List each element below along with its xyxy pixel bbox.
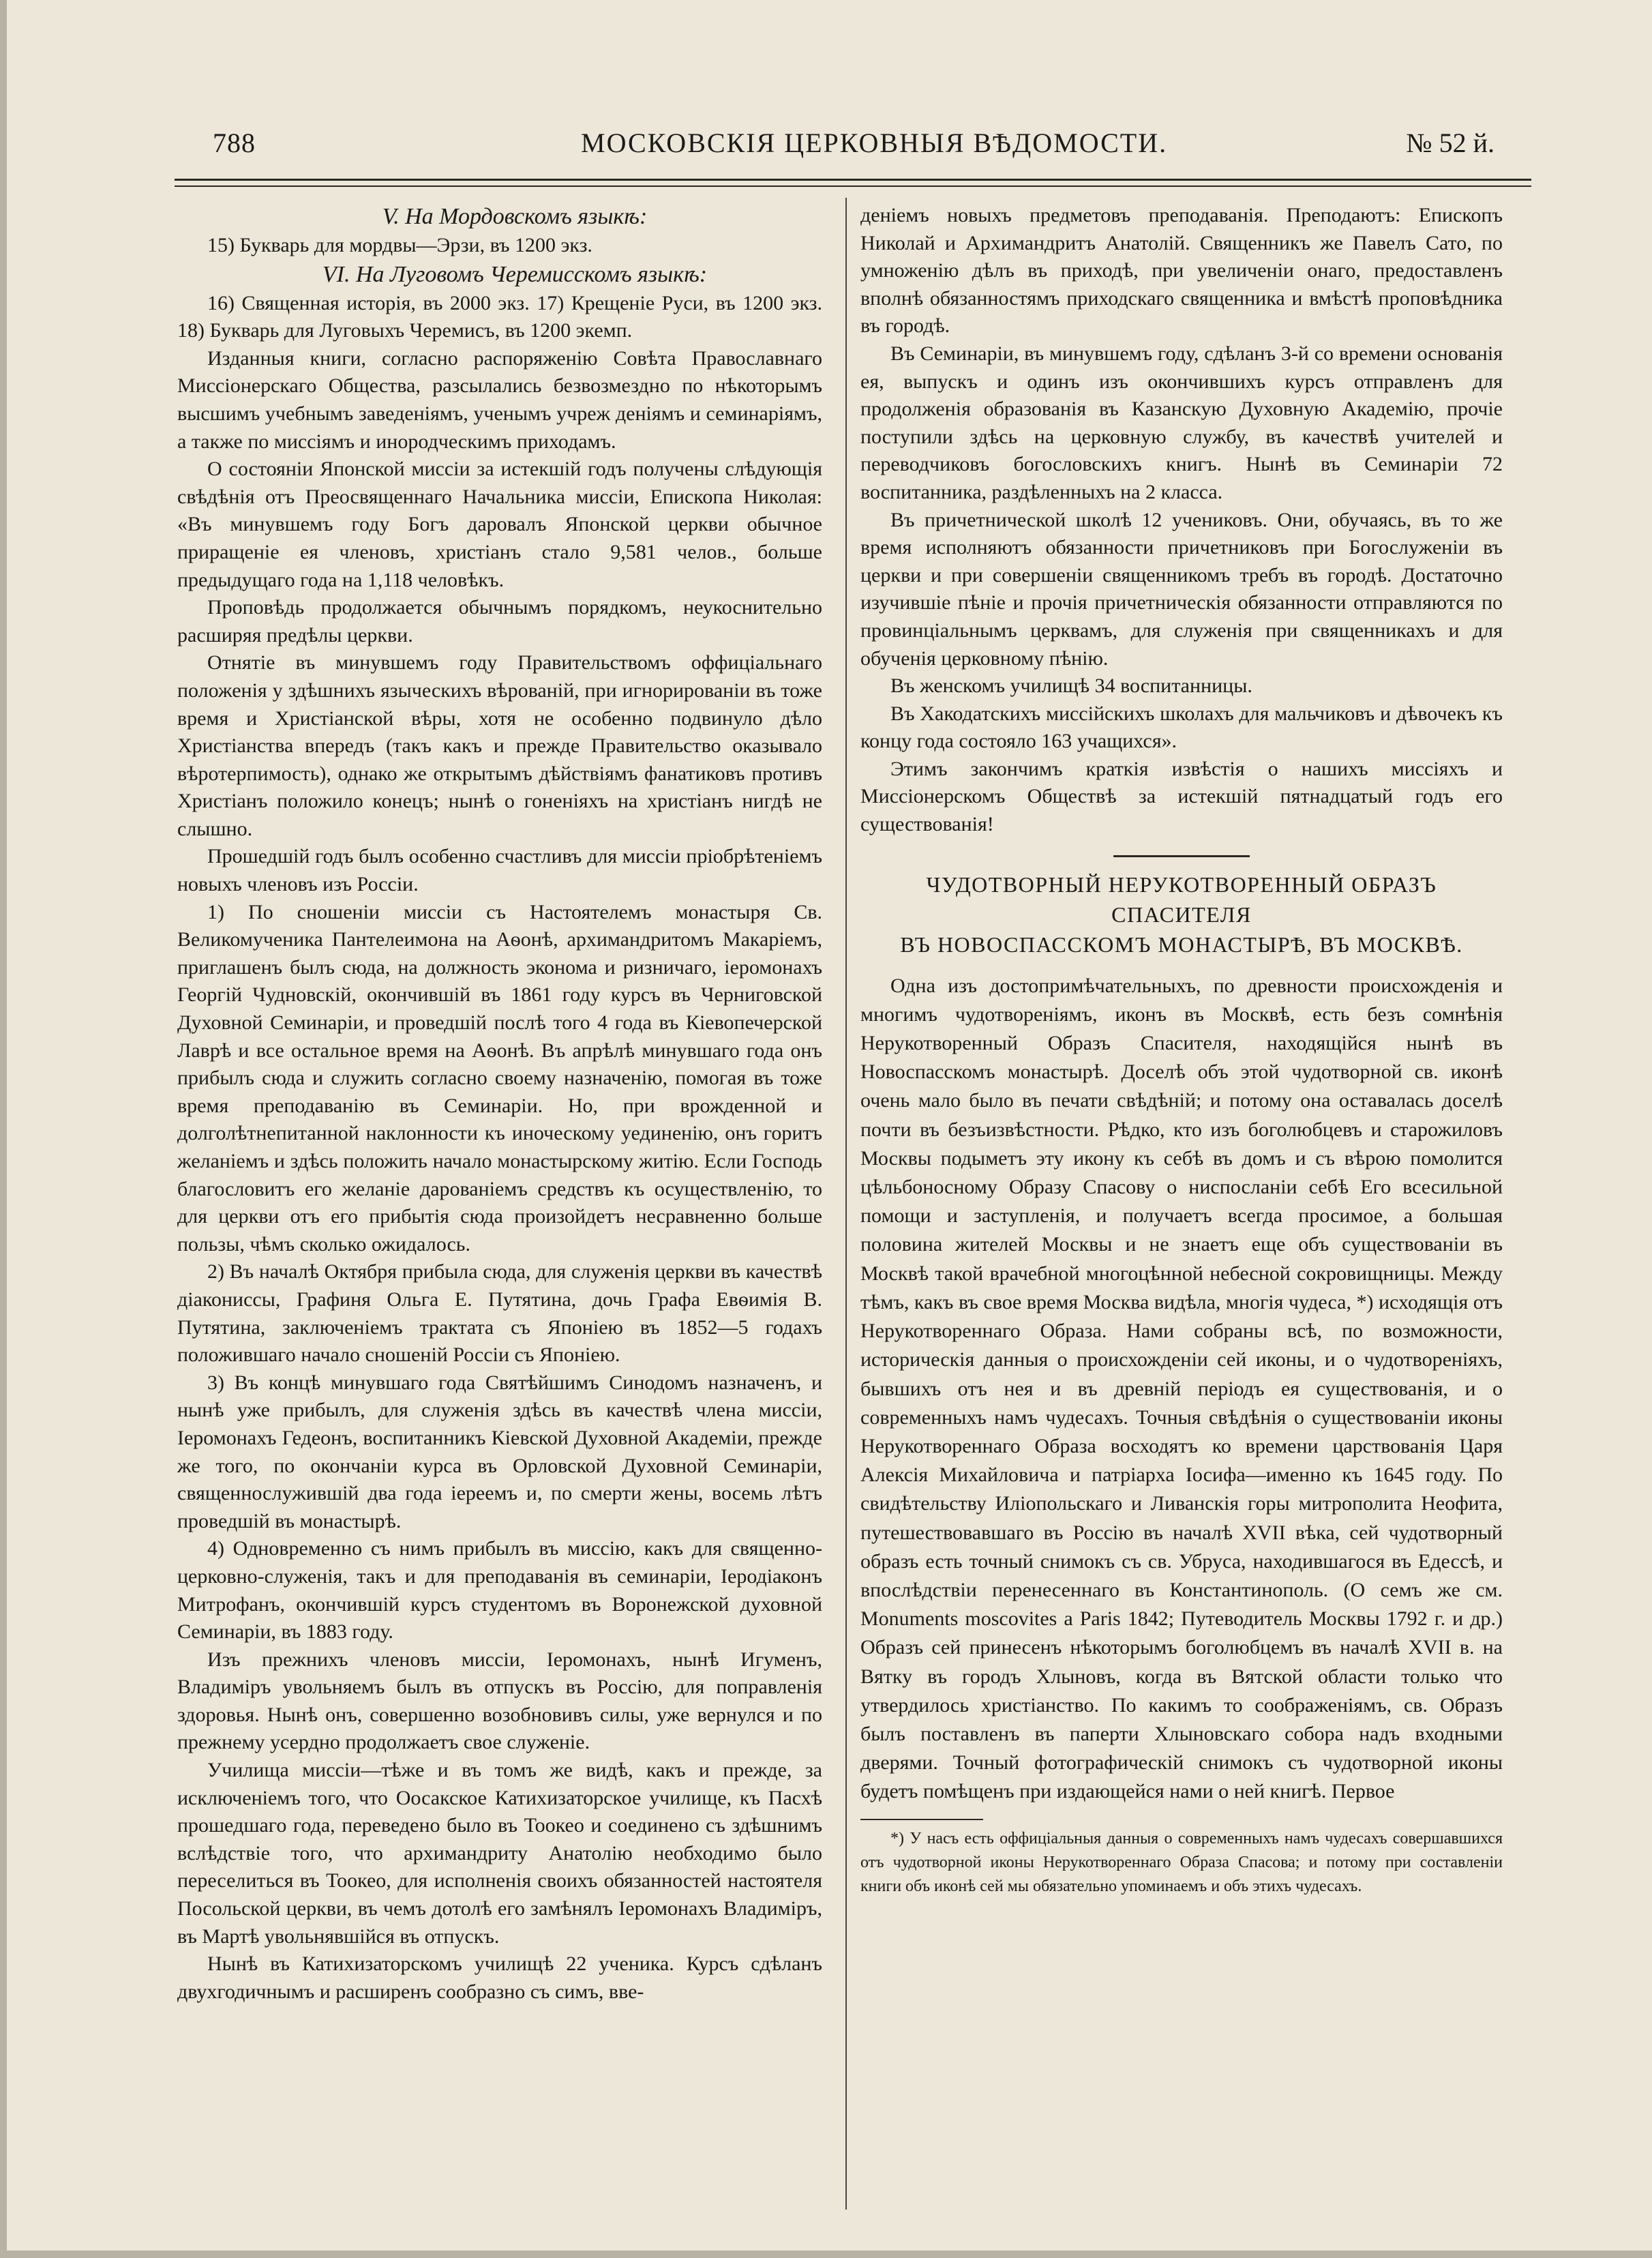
paragraph: 4) Одновременно съ нимъ прибылъ въ миссію, какъ для священно-церковно-служенія, такъ и для преподаванія въ семинаріи, Іеродіаконъ Митрофанъ, окончившій курсъ студентомъ въ Воронежской духовной Семинаріи, въ 1883 году.	[177, 1537, 822, 1644]
section-heading-cheremis: VI. На Луговомъ Черемисскомъ языкѣ:	[322, 261, 708, 287]
section-heading-mordovian: V. На Мордовскомъ языкѣ:	[382, 204, 648, 229]
footnote: *) У насъ есть оффиціальныя данныя о современныхъ намъ чудесахъ совершавшихся отъ чудотворной иконы Нерукотвореннаго Образа Спасова; и потому при составленіи книги объ иконѣ сей мы обязательно упоминаемъ и объ этихъ чудесахъ.	[860, 1829, 1503, 1895]
list-item: 15) Букварь для мордвы—Эрзи, въ 1200 экз.	[207, 234, 592, 256]
paragraph: Въ Семинаріи, въ минувшемъ году, сдѣланъ 3-й со времени основанія ея, выпускъ и одинъ изъ окончившихъ курсъ отправленъ для продолженія образованія въ Казанскую Духовную Академію, прочіе поступили здѣсь на церковную службу, въ качествѣ учителей и переводчиковъ богословскихъ книгъ. Нынѣ въ Семинаріи 72 воспитанника, раздѣленныхъ на 2 класса.	[860, 342, 1503, 503]
header-rule-top	[175, 179, 1531, 181]
article-title-line-1: ЧУДОТВОРНЫЙ НЕРУКОТВОРЕННЫЙ ОБРАЗЪ СПАСИТЕЛЯ	[926, 872, 1437, 927]
paragraph: Проповѣдь продолжается обычнымъ порядкомъ, неукоснительно расширяя предѣлы церкви.	[177, 596, 822, 647]
paragraph: 3) Въ концѣ минувшаго года Святѣйшимъ Синодомъ назначенъ, и нынѣ уже прибылъ, для служенія здѣсь въ качествѣ члена миссіи, Іеромонахъ Гедеонъ, воспитанникъ Кіевской Духовной Академіи, прежде же того, по окончаніи курса въ Орловской Духовной Семинаріи, священнослужившій два года іереемъ и, по смерти жены, восемь лѣтъ проведшій въ монастырѣ.	[177, 1371, 822, 1532]
scan-edge-left	[0, 0, 7, 2258]
left-column	[177, 202, 822, 2006]
paragraph: Этимъ закончимъ краткія извѣстія о нашихъ миссіяхъ и Миссіонерскомъ Обществѣ за истекшій пятнадцатый годъ его существованія!	[860, 757, 1503, 836]
article-title	[860, 870, 1503, 960]
paragraph: Въ женскомъ училищѣ 34 воспитанницы.	[890, 674, 1252, 698]
column-divider	[845, 198, 847, 2210]
paragraph: 1) По сношеніи миссіи съ Настоятелемъ монастыря Св. Великомученика Пантелеимона на Аѳонѣ, архимандритомъ Макаріемъ, приглашенъ былъ сюда, на должность эконома и ризничаго, іеромонахъ Георгій Чудновскій, окончившій въ 1861 году курсъ въ Черниговской Духовной Семинаріи, и проведшій послѣ того 4 года въ Кіевопечерской Лаврѣ и все остальное время на Аѳонѣ. Въ апрѣлѣ минувшаго года онъ прибылъ сюда и служить согласно своему назначенію, помогая въ тоже время преподаванію въ Семинаріи. Но, при врожденной и долголѣтнепитанной наклонности къ иноческому уединенію, онъ горитъ желаніемъ и здѣсь положить начало монастырскому житію. Если Господь благословитъ его желаніе дарованіемъ средствъ къ осуществленію, то для церкви отъ его прибытія сюда произойдетъ несравненно больше пользы, чѣмъ сколько ожидалось.	[177, 900, 822, 1256]
list-item: 16) Священная исторія, въ 2000 экз. 17) Крещеніе Руси, въ 1200 экз. 18) Букварь для Луговыхъ Черемисъ, въ 1200 экемп.	[177, 291, 822, 342]
article-title-line-2: ВЪ НОВОСПАССКОМЪ МОНАСТЫРѢ, ВЪ МОСКВѢ.	[900, 932, 1463, 957]
article-body: Одна изъ достопримѣчательныхъ, по древности происхожденія и многимъ чудотвореніямъ, иконъ въ Москвѣ, есть безъ сомнѣнія Нерукотворенный Образъ Спасителя, находящійся нынѣ въ Новоспасскомъ монастырѣ. Доселѣ объ этой чудотворной св. иконѣ очень мало было въ печати свѣдѣній; и потому она оставалась доселѣ почти въ безъизвѣстности. Рѣдко, кто изъ боголюбцевъ и старожиловъ Москвы подыметъ эту икону къ себѣ въ домъ и съ вѣрою помолится цѣльбоносному Образу Спасову о ниспосланіи себѣ Его всесильной помощи и заступленія, и получаетъ всегда просимое, а большая половина жителей Москвы и не знаетъ еще объ существованіи въ Москвѣ такой врачебной многоцѣнной небесной сокровищницы. Между тѣмъ, какъ въ свое время Москва видѣла, многія чудеса, *) исходящія отъ Нерукотвореннаго Образа. Нами собраны всѣ, по возможности, историческія данныя о происхожденіи сей иконы, и о чудотвореніяхъ, бывшихъ отъ нея и въ древній періодъ ея существованія, и о современныхъ намъ чудесахъ. Точныя свѣдѣнія о существованіи иконы Нерукотвореннаго Образа восходятъ ко времени царствованія Царя Алексія Михайловича и патріарха Іосифа—именно къ 1645 году. По свидѣтельству Иліопольскаго и Ливанскія горы митрополита Неофита, путешествовавшаго въ Россію въ началѣ XVII вѣка, сей чудотворный образъ есть точный снимокъ съ св. Убруса, находившагося въ Едессѣ, и впослѣдствіи перенесеннаго въ Константинополь. (О семъ же см. Monuments moscovites a Paris 1842; Путеводитель Москвы 1792 г. и др.) Образъ сей принесенъ нѣкоторымъ боголюбцемъ въ началѣ XVII в. на Вятку въ городъ Хлыновъ, когда въ Вятской области только что утвердилось христіанство. По какимъ то соображеніямъ, св. Образъ былъ поставленъ въ паперти Хлыновскаго собора надъ входными дверями. Точный фотографическій снимокъ съ чудотворной иконы будетъ помѣщенъ при издающейся нами о ней книгѣ. Первое	[860, 974, 1503, 1803]
paragraph: О состояніи Японской миссіи за истекшій годъ получены слѣдующія свѣдѣнія отъ Преосвященнаго Начальника миссіи, Епископа Николая: «Въ минувшемъ году Богъ даровалъ Японской церкви обычное приращеніе ея членовъ, христіанъ стало 9,581 челов., больше предыдущаго года на 1,118 человѣкъ.	[177, 458, 822, 591]
page-header	[213, 127, 1495, 168]
right-column	[860, 202, 1503, 1899]
paragraph: Прошедшій годъ былъ особенно счастливъ для миссіи пріобрѣтеніемъ новыхъ членовъ изъ Россіи.	[177, 845, 822, 896]
paragraph: деніемъ новыхъ предметовъ преподаванія. Преподаютъ: Епископъ Николай и Архимандритъ Анатолій. Священникъ же Павелъ Сато, по умноженію дѣлъ въ приходѣ, при увеличеніи онаго, предоставленъ вполнѣ обязанностямъ приходскаго священника и вмѣстѣ проповѣдника въ городѣ.	[860, 204, 1503, 338]
scan-edge-bottom	[0, 2250, 1652, 2258]
paragraph: Училища миссіи—тѣже и въ томъ же видѣ, какъ и прежде, за исключеніемъ того, что Оосакское Катихизаторское училище, къ Пасхѣ прошедшаго года, переведено было въ Тоокео и соединено съ здѣшнимъ вслѣдствіе того, что архимандриту Анатолію необходимо было переселиться въ Тоокео, для исполненія своихъ обязанностей настоятеля Посольской церкви, въ чемъ дотолѣ его замѣнялъ Іеромонахъ Владиміръ, въ Мартѣ увольнявшійся въ отпускъ.	[177, 1759, 822, 1948]
section-divider	[1113, 855, 1250, 857]
page-number: 788	[213, 128, 256, 158]
header-rule-bottom	[175, 185, 1531, 187]
paragraph: Въ Хакодатскихъ миссійскихъ школахъ для мальчиковъ и дѣвочекъ къ концу года состояло 163 учащихся».	[860, 702, 1503, 753]
paragraph: Изъ прежнихъ членовъ миссіи, Іеромонахъ, нынѣ Игуменъ, Владиміръ увольняемъ былъ въ отпускъ въ Россію, для поправленія здоровья. Нынѣ онъ, совершенно возобновивъ силы, уже вернулся и по прежнему усердно продолжаетъ свое служеніе.	[177, 1648, 822, 1754]
paragraph: Отнятіе въ минувшемъ году Правительствомъ оффиціальнаго положенія у здѣшнихъ языческихъ вѣрованій, при игнорированіи въ тоже время и Христіанской вѣры, хотя не особенно подвинуло дѣло Христіанства впередъ (такъ какъ и прежде Правительство оказывало вѣротерпимость), однако же открытымъ дѣйствіямъ фанатиковъ противъ Христіанъ положило конецъ; нынѣ о гоненіяхъ на христіанъ нигдѣ не слышно.	[177, 651, 822, 840]
footnote-rule	[860, 1819, 983, 1820]
paragraph: Нынѣ въ Катихизаторскомъ училищѣ 22 ученика. Курсъ сдѣланъ двухгодичнымъ и расширенъ сообразно съ симъ, вве-	[177, 1952, 822, 2003]
paragraph: Въ причетнической школѣ 12 учениковъ. Они, обучаясь, въ то же время исполняютъ обязанности причетниковъ при Богослуженіи въ церкви и при совершеніи священникомъ требъ въ городѣ. Достаточно изучившіе пѣніе и прочія причетническія обязанности отправляются по провинціальнымъ церквамъ, для служенія при священникахъ и для обученія церковному пѣнію.	[860, 508, 1503, 670]
publication-title: МОСКОВСКІЯ ЦЕРКОВНЫЯ ВѢДОМОСТИ.	[581, 128, 1168, 158]
paragraph: Изданныя книги, согласно распоряженію Совѣта Православнаго Миссіонерскаго Общества, разсылались безвозмездно по нѣкоторымъ высшимъ учебнымъ заведеніямъ, ученымъ учреж деніямъ и семинаріямъ, а также по миссіямъ и инородческимъ приходамъ.	[177, 346, 822, 453]
issue-number: № 52 й.	[1406, 128, 1495, 158]
paragraph: 2) Въ началѣ Октября прибыла сюда, для служенія церкви въ качествѣ діакониссы, Графиня Ольга Е. Путятина, дочь Графа Евѳимія В. Путятина, заключеніемъ трактата съ Японіею въ 1852—5 годахъ положившаго начало сношеній Россіи съ Японіею.	[177, 1260, 822, 1367]
